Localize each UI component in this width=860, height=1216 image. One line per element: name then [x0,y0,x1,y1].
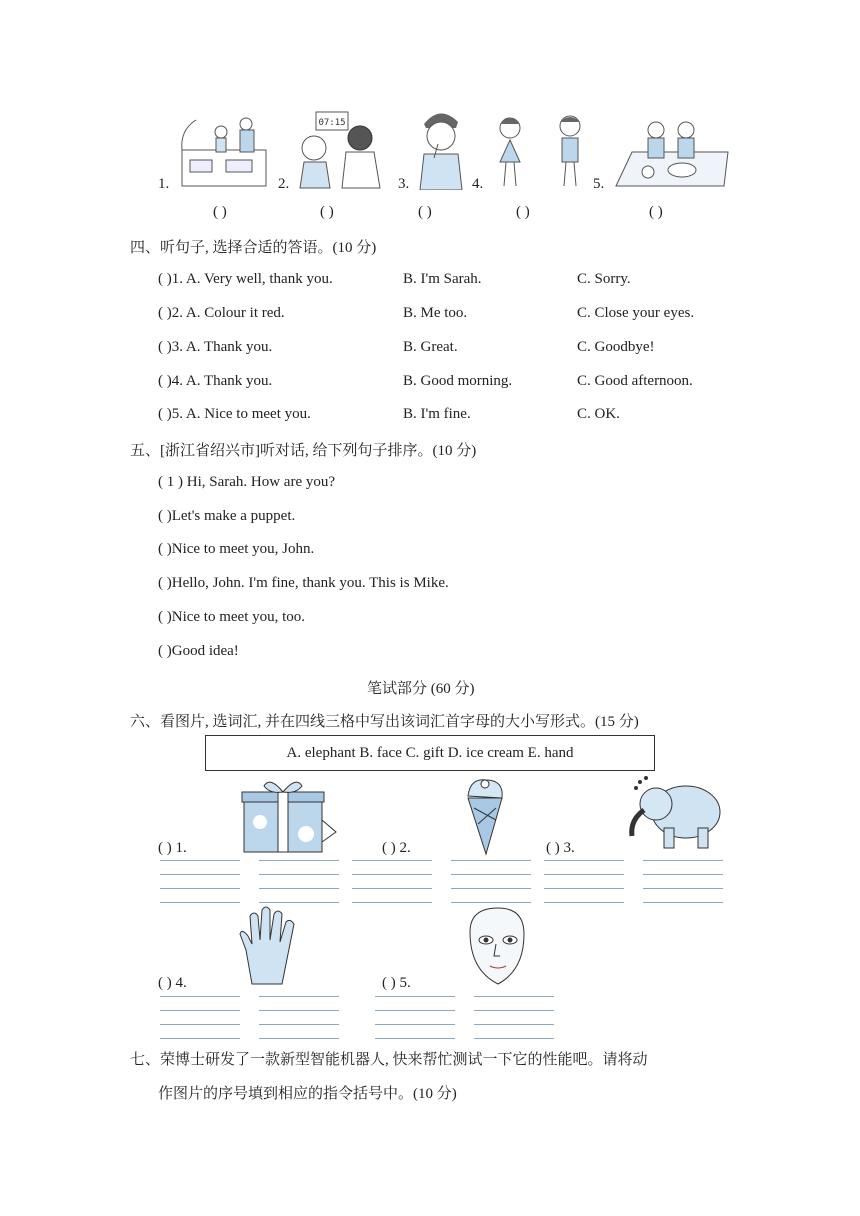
ice-cream-icon [460,776,510,856]
written-part-title: 笔试部分 (60 分) [367,681,475,697]
s5-row-4: ( )Hello, John. I'm fine, thank you. This is Mike. [158,575,449,591]
four-line-grid[interactable] [352,860,432,906]
pic-number-1: 1. [158,176,170,192]
s4-row-1-b: B. I'm Sarah. [403,271,482,287]
four-line-grid[interactable] [643,860,723,906]
s5-row-5: ( )Nice to meet you, too. [158,609,306,625]
s4-row-1-c: C. Sorry. [577,271,631,287]
answer-paren-1[interactable]: ( ) [213,204,227,220]
four-line-grid[interactable] [259,860,339,906]
pic-number-2: 2. [278,176,290,192]
four-line-grid[interactable] [451,860,531,906]
elephant-icon [626,770,726,854]
s4-row-3-c: C. Goodbye! [577,339,655,355]
s5-row-1: ( 1 ) Hi, Sarah. How are you? [158,474,336,490]
s5-row-6: ( )Good idea! [158,643,239,659]
section-4-title: 四、听句子, 选择合适的答语。(10 分) [130,240,377,256]
thinking-man-icon [414,104,466,190]
s4-row-3-a: ( )3. A. Thank you. [158,339,273,355]
clock-time: 07:15 [318,118,346,128]
s4-row-2-b: B. Me too. [403,305,468,321]
four-line-grid[interactable] [544,860,624,906]
section-5-title: 五、[浙江省绍兴市]听对话, 给下列句子排序。(10 分) [130,443,477,459]
face-icon [462,906,532,988]
s4-row-5-c: C. OK. [577,406,620,422]
s6-item-4-label: ( ) 4. [158,975,187,991]
s4-row-1-a: ( )1. A. Very well, thank you. [158,271,333,287]
s6-item-1-label: ( ) 1. [158,840,187,856]
s4-row-4-b: B. Good morning. [403,373,513,389]
s4-row-2-a: ( )2. A. Colour it red. [158,305,285,321]
shop-counter-icon [176,110,272,190]
s6-item-5-label: ( ) 5. [382,975,411,991]
section-6-title: 六、看图片, 选词汇, 并在四线三格中写出该词汇首字母的大小写形式。(15 分) [130,714,639,730]
four-line-grid[interactable] [474,996,554,1042]
pic-number-4: 4. [472,176,484,192]
picnic-icon [612,118,732,190]
answer-paren-4[interactable]: ( ) [516,204,530,220]
gift-icon [240,776,340,854]
answer-paren-2[interactable]: ( ) [320,204,334,220]
section-7-title-line-1: 七、荣博士研发了一款新型智能机器人, 快来帮忙测试一下它的性能吧。请将动 [130,1052,648,1068]
s4-row-3-b: B. Great. [403,339,458,355]
hand-icon [236,906,300,986]
section-7-title-line-2: 作图片的序号填到相应的指令括号中。(10 分) [158,1086,457,1102]
girl-boy-icon [490,112,590,190]
clock-people-icon [296,108,392,190]
s6-item-2-label: ( ) 2. [382,840,411,856]
four-line-grid[interactable] [375,996,455,1042]
s4-row-4-a: ( )4. A. Thank you. [158,373,273,389]
four-line-grid[interactable] [259,996,339,1042]
s6-item-3-label: ( ) 3. [546,840,575,856]
four-line-grid[interactable] [160,860,240,906]
s5-row-2: ( )Let's make a puppet. [158,508,296,524]
s4-row-5-b: B. I'm fine. [403,406,471,422]
pic-number-3: 3. [398,176,410,192]
s4-row-2-c: C. Close your eyes. [577,305,695,321]
s4-row-5-a: ( )5. A. Nice to meet you. [158,406,311,422]
answer-paren-3[interactable]: ( ) [418,204,432,220]
word-options: A. elephant B. face C. gift D. ice cream E. hand [286,744,574,761]
answer-paren-5[interactable]: ( ) [649,204,663,220]
s4-row-4-c: C. Good afternoon. [577,373,693,389]
word-options-box [205,735,655,771]
four-line-grid[interactable] [160,996,240,1042]
s5-row-3: ( )Nice to meet you, John. [158,541,315,557]
pic-number-5: 5. [593,176,605,192]
